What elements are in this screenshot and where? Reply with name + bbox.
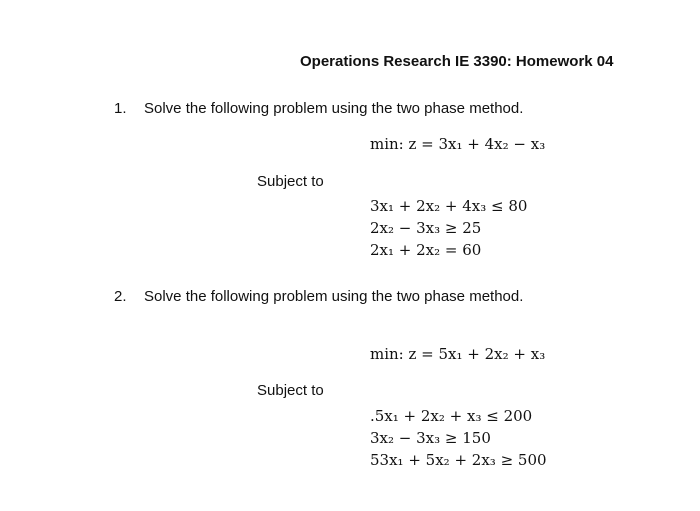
problem-1-number: 1. xyxy=(114,100,127,117)
problem-1-objective: min: z = 3x₁ + 4x₂ − x₃ xyxy=(370,135,546,153)
problem-1-constraint-1: 3x₁ + 2x₂ + 4x₃ ≤ 80 xyxy=(370,197,528,215)
problem-2-number: 2. xyxy=(114,288,127,305)
problem-1-constraint-3: 2x₁ + 2x₂ = 60 xyxy=(370,241,482,259)
problem-1-constraints xyxy=(370,195,527,261)
problem-2-subject-to: Subject to xyxy=(257,382,324,399)
problem-2-objective: min: z = 5x₁ + 2x₂ + x₃ xyxy=(370,345,546,363)
problem-1-subject-to: Subject to xyxy=(257,173,324,190)
document-title: Operations Research IE 3390: Homework 04 xyxy=(300,53,614,70)
problem-2-constraints xyxy=(370,405,547,471)
problem-2-instruction xyxy=(114,288,523,305)
problem-2-text: Solve the following problem using the two phase method. xyxy=(144,288,524,305)
problem-2-constraint-1: .5x₁ + 2x₂ + x₃ ≤ 200 xyxy=(370,407,533,425)
problem-2-constraint-3: 53x₁ + 5x₂ + 2x₃ ≥ 500 xyxy=(370,451,547,469)
problem-1-text: Solve the following problem using the two phase method. xyxy=(144,100,524,117)
problem-1-instruction xyxy=(114,100,523,117)
problem-2-constraint-2: 3x₂ − 3x₃ ≥ 150 xyxy=(370,429,491,447)
problem-1-constraint-2: 2x₂ − 3x₃ ≥ 25 xyxy=(370,219,482,237)
